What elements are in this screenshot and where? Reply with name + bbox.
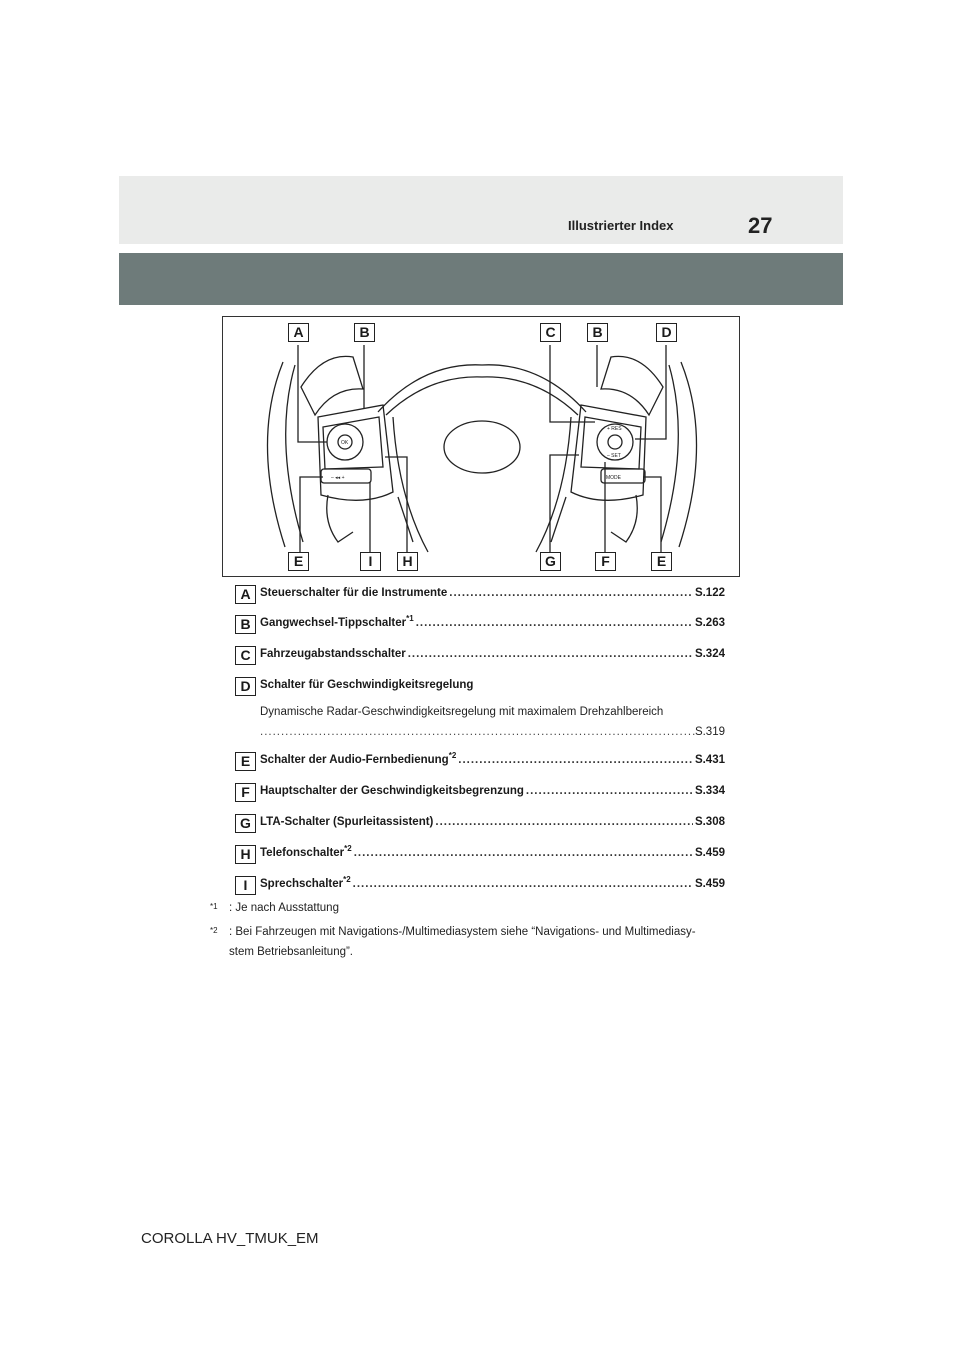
- entry-footnote-mark: *2: [344, 844, 352, 854]
- callout-b-top: B: [354, 323, 375, 342]
- footnote-mark: *2: [210, 926, 218, 935]
- index-entry-b: [235, 615, 725, 635]
- callout-f-bottom: F: [595, 552, 616, 571]
- entry-page-ref[interactable]: S.308: [694, 816, 725, 828]
- footnote-text: : Je nach Ausstattung: [229, 902, 339, 914]
- footnote-mark: *1: [210, 902, 218, 911]
- entry-badge: E: [235, 752, 256, 771]
- index-entry-d: [235, 677, 725, 697]
- document-footer: COROLLA HV_TMUK_EM: [141, 1230, 319, 1247]
- callout-c-top: C: [540, 323, 561, 342]
- entry-label: Hauptschalter der Geschwindigkeitsbegrenzung: [260, 785, 524, 797]
- callout-i-bottom: I: [360, 552, 381, 571]
- entry-badge: F: [235, 783, 256, 802]
- entry-label: Sprechschalter: [260, 878, 344, 890]
- index-entry-g: [235, 814, 725, 834]
- footnote-text-continued: stem Betriebsanleitung”.: [229, 946, 354, 958]
- entry-footnote-mark: *1: [406, 614, 414, 624]
- callout-g-bottom: G: [540, 552, 561, 571]
- callout-b2-top: B: [587, 323, 608, 342]
- callout-h-bottom: H: [397, 552, 418, 571]
- ok-button-label: OK: [341, 440, 349, 446]
- entry-label: Steuerschalter für die Instrumente: [260, 587, 448, 599]
- res-button-label: + RES: [607, 426, 622, 432]
- entry-label: Gangwechsel-Tippschalter: [260, 617, 407, 629]
- entry-label: Fahrzeugabstandsschalter: [260, 648, 406, 660]
- entry-badge: B: [235, 615, 256, 634]
- index-entry-c: [235, 646, 725, 666]
- entry-badge: H: [235, 845, 256, 864]
- entry-badge: C: [235, 646, 256, 665]
- steering-wheel-illustration: [223, 317, 741, 578]
- entry-page-ref[interactable]: S.319: [694, 726, 725, 738]
- index-entry-f: [235, 783, 725, 803]
- entry-badge: A: [235, 585, 256, 604]
- footnote-text: : Bei Fahrzeugen mit Navigations-/Multimediasystem siehe “Navigations- und Multimediasy-: [229, 926, 696, 938]
- page-number: 27: [748, 213, 773, 238]
- section-title: Illustrierter Index: [568, 218, 674, 233]
- entry-page-ref[interactable]: S.431: [694, 754, 725, 766]
- footnote-1: [210, 902, 339, 917]
- entry-d-subref-row: [260, 726, 725, 738]
- callout-e2-bottom: E: [651, 552, 672, 571]
- header-dark-band: [119, 253, 843, 305]
- entry-badge: G: [235, 814, 256, 833]
- header-divider: [119, 244, 843, 253]
- entry-label: Schalter für Geschwindigkeitsregelung: [260, 679, 474, 691]
- callout-e-bottom: E: [288, 552, 309, 571]
- entry-page-ref[interactable]: S.324: [694, 648, 725, 660]
- entry-page-ref[interactable]: S.122: [694, 587, 725, 599]
- entry-label: Telefonschalter: [260, 847, 345, 859]
- index-entry-e: [235, 752, 725, 772]
- set-button-label: – SET: [607, 453, 621, 459]
- entry-page-ref[interactable]: S.459: [694, 878, 725, 890]
- mode-button-label: MODE: [606, 475, 621, 481]
- index-entry-h: [235, 845, 725, 865]
- entry-page-ref[interactable]: S.459: [694, 847, 725, 859]
- callout-d-top: D: [656, 323, 677, 342]
- entry-badge: D: [235, 677, 256, 696]
- entry-label: Schalter der Audio-Fernbedienung: [260, 754, 449, 766]
- entry-footnote-mark: *2: [448, 751, 457, 761]
- entry-footnote-mark: *2: [343, 875, 351, 885]
- steering-wheel-figure: [222, 316, 740, 577]
- header-band: [119, 176, 843, 244]
- index-entry-i: [235, 876, 725, 896]
- entry-label: LTA-Schalter (Spurleitassistent): [260, 816, 434, 828]
- entry-page-ref[interactable]: S.334: [694, 785, 725, 797]
- index-entry-a: [235, 585, 725, 605]
- volume-button-label: – ◂◂ +: [331, 475, 345, 481]
- entry-d-subtext: Dynamische Radar-Geschwindigkeitsregelung mit maximalem Drehzahlbereich: [260, 706, 664, 718]
- entry-badge: I: [235, 876, 256, 895]
- entry-page-ref[interactable]: S.263: [694, 617, 725, 629]
- callout-a-top: A: [288, 323, 309, 342]
- footnote-2: [210, 926, 696, 941]
